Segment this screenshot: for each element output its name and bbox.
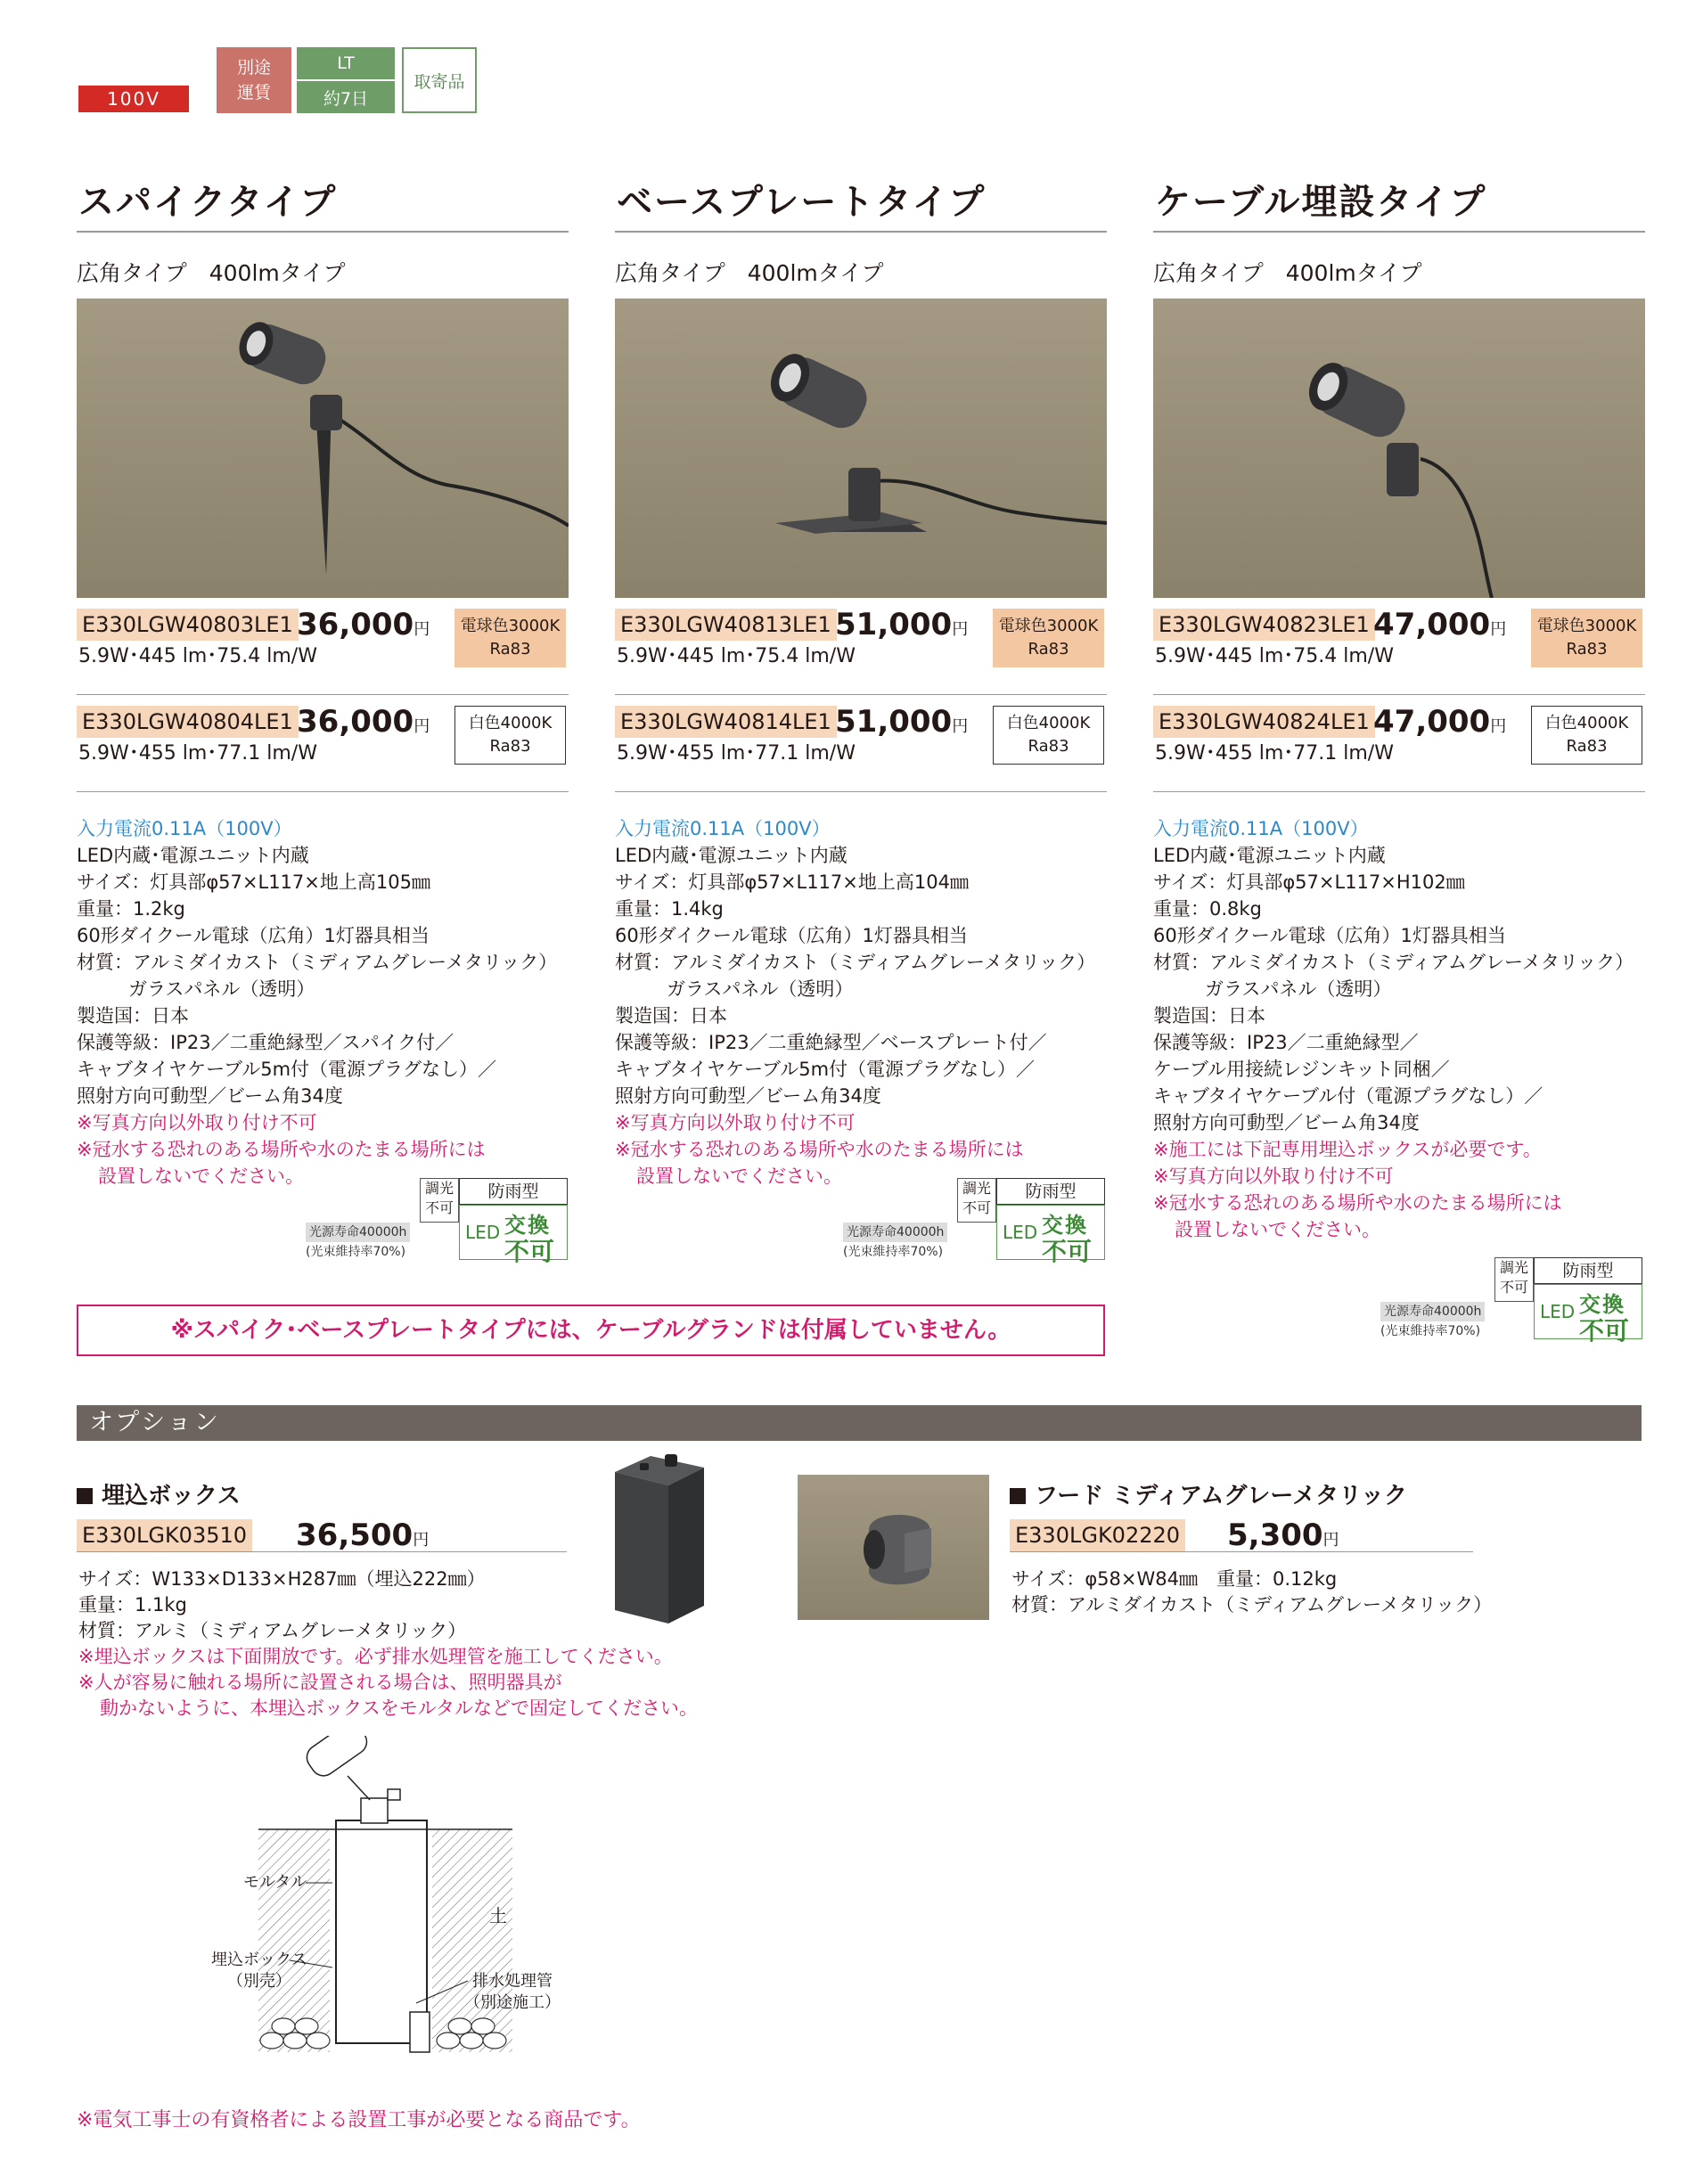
spec-line: ケーブル用接続レジンキット同梱／	[1153, 1059, 1450, 1080]
price-value: 51,000	[835, 607, 953, 642]
spec-line: ガラスパネル（透明）	[667, 978, 854, 1000]
product-title: スパイクタイプ	[77, 174, 569, 233]
variant-group	[615, 609, 1107, 695]
spec-line: LED内蔵･電源ユニット内蔵	[77, 845, 309, 866]
spec-line: 60形ダイクール電球（広角）1灯器具相当	[1153, 925, 1506, 946]
led-text: LED	[1540, 1301, 1576, 1322]
option-hood-title	[1010, 1477, 1407, 1510]
spec-line: 保護等級：IP23／二重絶縁型／ベースプレート付／	[615, 1032, 1047, 1053]
no-dimming-icon	[1494, 1257, 1534, 1302]
spike-light-image	[77, 299, 569, 598]
product-photo	[615, 299, 1107, 598]
spec-line: 製造国：日本	[615, 1005, 727, 1027]
dim-label: 調光	[424, 1180, 454, 1197]
ra-value: Ra83	[489, 737, 531, 756]
spec-line: LED内蔵･電源ユニット内蔵	[615, 845, 848, 866]
spec-description	[615, 815, 1107, 1190]
variant-group	[615, 706, 1107, 792]
no-dimming-icon	[420, 1178, 459, 1223]
lead-time-value: 約7日	[323, 88, 369, 109]
product-column-spike	[77, 174, 569, 1190]
product-title: ベースプレートタイプ	[615, 174, 1107, 233]
spec-line: 材質：アルミダイカスト（ミディアムグレーメタリック）	[1011, 1594, 1493, 1616]
price-value: 47,000	[1373, 607, 1491, 642]
spec-description	[1153, 815, 1645, 1243]
spec-line: ガラスパネル（透明）	[128, 978, 315, 1000]
label-drain-pipe	[464, 1971, 561, 2014]
lifespan-hours: 光源寿命40000h	[306, 1223, 410, 1242]
product-title: ケーブル埋設タイプ	[1153, 174, 1645, 233]
option-model-number: E330LGK02220	[1010, 1519, 1185, 1551]
lifespan-label	[1380, 1302, 1532, 1341]
dim-value: 不可	[424, 1199, 454, 1216]
spec-line: 重量：1.1kg	[78, 1594, 187, 1616]
model-number: E330LGW40823LE1	[1153, 609, 1375, 641]
exchange-text: 交換	[1042, 1213, 1088, 1238]
power-spec: 5.9W･445 lm･75.4 lm/W	[617, 645, 856, 667]
embedded-box-image	[606, 1436, 713, 1632]
ra-value: Ra83	[489, 640, 531, 658]
label-line: （別途施工）	[464, 1993, 561, 2012]
dim-label: 調光	[1499, 1259, 1528, 1276]
label-line: 排水処理管	[472, 1972, 553, 1991]
feature-icons	[306, 1178, 643, 1267]
cable-gland-notice: ※スパイク･ベースプレートタイプには、ケーブルグランドは付属していません。	[77, 1305, 1105, 1356]
price	[1373, 706, 1506, 743]
price-value: 36,500	[296, 1517, 414, 1553]
shipping-badge	[217, 47, 291, 113]
lifespan-hours: 光源寿命40000h	[843, 1223, 947, 1242]
spec-description	[77, 815, 569, 1190]
caution-note: 設置しないでください。	[98, 1166, 304, 1187]
price-currency: 円	[1490, 620, 1507, 639]
ra-value: Ra83	[1028, 737, 1069, 756]
model-number: E330LGW40803LE1	[77, 609, 299, 641]
label-embedded-box	[211, 1950, 307, 1992]
caution-note: 設置しないでください。	[1175, 1219, 1380, 1240]
spec-line: LED内蔵･電源ユニット内蔵	[1153, 845, 1386, 866]
lifespan-label	[306, 1223, 457, 1262]
spec-line: 材質：アルミダイカスト（ミディアムグレーメタリック）	[77, 952, 558, 973]
caution-note: 動かないように、本埋込ボックスをモルタルなどで固定してください。	[100, 1697, 698, 1719]
product-subtitle: 広角タイプ 400lmタイプ	[77, 260, 346, 286]
input-current: 入力電流0.11A（100V）	[77, 818, 292, 839]
color-temp-tag	[993, 609, 1104, 667]
model-number: E330LGW40814LE1	[615, 706, 837, 738]
color-temp: 電球色3000K	[998, 617, 1099, 635]
variant-group	[1153, 609, 1645, 695]
price-value: 51,000	[835, 704, 953, 740]
caution-note: ※写真方向以外取り付け不可	[77, 1112, 317, 1133]
color-temp: 白色4000K	[1544, 714, 1629, 732]
product-subtitle: 広角タイプ 400lmタイプ	[615, 260, 884, 286]
color-temp-tag	[1531, 706, 1642, 765]
input-current: 入力電流0.11A（100V）	[1153, 818, 1369, 839]
option-name: フード ミディアムグレーメタリック	[1035, 1483, 1408, 1509]
label-mortar: モルタル	[243, 1873, 307, 1892]
power-spec: 5.9W･455 lm･77.1 lm/W	[78, 742, 317, 765]
product-column-cable-buried	[1153, 174, 1645, 1243]
product-subtitle: 広角タイプ 400lmタイプ	[1153, 260, 1422, 286]
not-possible-text: 不可	[1042, 1237, 1093, 1266]
led-text: LED	[1003, 1222, 1038, 1243]
color-temp-tag	[993, 706, 1104, 765]
power-spec: 5.9W･455 lm･77.1 lm/W	[617, 742, 856, 765]
spec-line: 保護等級：IP23／二重絶縁型／スパイク付／	[77, 1032, 454, 1053]
baseplate-light-image	[615, 299, 1107, 598]
installation-diagram	[201, 1736, 575, 2074]
caution-note: 設置しないでください。	[636, 1166, 842, 1187]
spec-line: サイズ：灯具部φ57×L117×地上高105㎜	[77, 871, 430, 893]
label-soil: 土	[489, 1905, 507, 1926]
caution-note: ※冠水する恐れのある場所や水のたまる場所には	[615, 1139, 1024, 1160]
price-currency: 円	[1490, 717, 1507, 736]
lumen-maintenance: (光束維持率70%)	[306, 1245, 406, 1259]
spec-line: 材質：アルミダイカスト（ミディアムグレーメタリック）	[615, 952, 1096, 973]
dim-value: 不可	[962, 1199, 991, 1216]
rainproof-icon: 防雨型	[1534, 1257, 1642, 1284]
input-current: 入力電流0.11A（100V）	[615, 818, 831, 839]
spec-line: 重量：0.8kg	[1153, 898, 1262, 920]
model-number: E330LGW40824LE1	[1153, 706, 1375, 738]
power-spec: 5.9W･445 lm･75.4 lm/W	[1155, 645, 1394, 667]
color-temp: 白色4000K	[468, 714, 553, 732]
spec-line: 製造国：日本	[77, 1005, 189, 1027]
spec-line: 材質：アルミダイカスト（ミディアムグレーメタリック）	[1153, 952, 1634, 973]
spec-line: キャブタイヤケーブル付（電源プラグなし）／	[1153, 1085, 1544, 1107]
variant-group	[1153, 706, 1645, 792]
spec-line: 照射方向可動型／ビーム角34度	[615, 1085, 881, 1107]
square-bullet-icon	[1010, 1488, 1026, 1504]
spec-line: サイズ：灯具部φ57×L117×地上高104㎜	[615, 871, 969, 893]
color-temp-tag	[454, 609, 566, 667]
color-temp: 電球色3000K	[1536, 617, 1637, 635]
rainproof-icon: 防雨型	[996, 1178, 1105, 1205]
exchange-text: 交換	[1579, 1292, 1625, 1317]
price-value: 5,300	[1227, 1517, 1323, 1553]
lumen-maintenance: (光束維持率70%)	[1380, 1324, 1481, 1338]
led-non-replaceable-icon	[459, 1205, 568, 1266]
lumen-maintenance: (光束維持率70%)	[843, 1245, 944, 1259]
led-non-replaceable-icon	[996, 1205, 1105, 1266]
price-currency: 円	[952, 620, 969, 639]
caution-note: ※人が容易に触れる場所に設置される場合は、照明器具が	[78, 1672, 562, 1693]
variant-group	[77, 609, 569, 695]
label-line: （別売）	[226, 1972, 291, 1991]
lifespan-label	[843, 1223, 995, 1262]
spec-line: キャブタイヤケーブル5m付（電源プラグなし）／	[77, 1059, 497, 1080]
price	[1373, 609, 1506, 646]
product-column-baseplate	[615, 174, 1107, 1190]
dim-label: 調光	[962, 1180, 991, 1197]
rainproof-icon: 防雨型	[459, 1178, 568, 1205]
shipping-label-1: 別途	[236, 58, 271, 78]
hood-photo	[798, 1475, 989, 1620]
caution-note: ※施工には下記専用埋込ボックスが必要です。	[1153, 1139, 1542, 1160]
variant-group	[77, 706, 569, 792]
spec-line: サイズ：W133×D133×H287㎜（埋込222㎜）	[78, 1568, 486, 1590]
lead-time-label: LT	[337, 53, 355, 73]
color-temp: 白色4000K	[1006, 714, 1091, 732]
not-possible-text: 不可	[504, 1237, 555, 1266]
option-price	[1227, 1517, 1339, 1553]
price	[297, 706, 430, 743]
label-line: 埋込ボックス	[211, 1951, 307, 1969]
no-dimming-icon	[957, 1178, 996, 1223]
lifespan-hours: 光源寿命40000h	[1380, 1302, 1485, 1321]
caution-note: ※冠水する恐れのある場所や水のたまる場所には	[77, 1139, 486, 1160]
spec-line: 重量：1.2kg	[77, 898, 185, 920]
price	[835, 706, 968, 743]
caution-note: ※埋込ボックスは下面開放です。必ず排水処理管を施工してください。	[78, 1646, 673, 1667]
price-currency: 円	[414, 620, 430, 639]
order-badge: 取寄品	[402, 47, 477, 113]
caution-note: ※写真方向以外取り付け不可	[615, 1112, 856, 1133]
option-price	[296, 1517, 429, 1553]
ra-value: Ra83	[1028, 640, 1069, 658]
feature-icons	[1380, 1257, 1695, 1346]
lead-time-badge	[297, 47, 395, 113]
price-value: 36,000	[297, 607, 414, 642]
not-possible-text: 不可	[1579, 1316, 1630, 1346]
led-non-replaceable-icon	[1534, 1284, 1642, 1346]
price-currency: 円	[413, 1531, 430, 1550]
spec-line: 60形ダイクール電球（広角）1灯器具相当	[615, 925, 968, 946]
power-spec: 5.9W･455 lm･77.1 lm/W	[1155, 742, 1394, 765]
spec-line: キャブタイヤケーブル5m付（電源プラグなし）／	[615, 1059, 1036, 1080]
price-value: 47,000	[1373, 704, 1491, 740]
spec-line: 重量：1.4kg	[615, 898, 724, 920]
feature-icons	[843, 1178, 1180, 1267]
square-bullet-icon	[77, 1488, 93, 1504]
price-currency: 円	[952, 717, 969, 736]
color-temp: 電球色3000K	[460, 617, 561, 635]
dim-value: 不可	[1499, 1279, 1528, 1296]
price	[297, 609, 430, 646]
price	[835, 609, 968, 646]
caution-note: ※写真方向以外取り付け不可	[1153, 1166, 1394, 1187]
spec-line: 60形ダイクール電球（広角）1灯器具相当	[77, 925, 430, 946]
spec-line: サイズ：φ58×W84㎜ 重量：0.12kg	[1011, 1568, 1338, 1590]
option-hood-specs	[1011, 1566, 1635, 1618]
price-value: 36,000	[297, 704, 414, 740]
price-currency: 円	[1322, 1531, 1339, 1550]
ra-value: Ra83	[1566, 640, 1608, 658]
option-box-title	[77, 1477, 241, 1510]
footer-note: ※電気工事士の有資格者による設置工事が必要となる商品です。	[77, 2109, 641, 2131]
price-currency: 円	[414, 717, 430, 736]
cable-buried-light-image	[1153, 299, 1645, 598]
color-temp-tag	[1531, 609, 1642, 667]
power-spec: 5.9W･445 lm･75.4 lm/W	[78, 645, 317, 667]
led-text: LED	[465, 1222, 501, 1243]
installation-diagram-drawing	[201, 1736, 575, 2074]
caution-note: ※冠水する恐れのある場所や水のたまる場所には	[1153, 1192, 1562, 1214]
option-model-number: E330LGK03510	[77, 1519, 252, 1551]
spec-line: 照射方向可動型／ビーム角34度	[77, 1085, 343, 1107]
spec-line: 材質：アルミ（ミディアムグレーメタリック）	[78, 1620, 467, 1641]
option-hood-price-row	[1010, 1519, 1473, 1552]
spec-line: サイズ：灯具部φ57×L117×H102㎜	[1153, 871, 1465, 893]
model-number: E330LGW40813LE1	[615, 609, 837, 641]
color-temp-tag	[454, 706, 566, 765]
spec-line: ガラスパネル（透明）	[1205, 978, 1392, 1000]
exchange-text: 交換	[504, 1213, 551, 1238]
voltage-badge: 100V	[78, 86, 189, 112]
option-box-price-row	[77, 1519, 567, 1552]
options-section-header: オプション	[77, 1405, 1642, 1441]
spec-line: 照射方向可動型／ビーム角34度	[1153, 1112, 1420, 1133]
ra-value: Ra83	[1566, 737, 1608, 756]
hood-image	[798, 1475, 989, 1620]
spec-line: 製造国：日本	[1153, 1005, 1265, 1027]
product-photo	[77, 299, 569, 598]
spec-line: 保護等級：IP23／二重絶縁型／	[1153, 1032, 1419, 1053]
shipping-label-2: 運賃	[236, 83, 271, 102]
product-photo	[1153, 299, 1645, 598]
option-name: 埋込ボックス	[102, 1483, 241, 1509]
model-number: E330LGW40804LE1	[77, 706, 299, 738]
